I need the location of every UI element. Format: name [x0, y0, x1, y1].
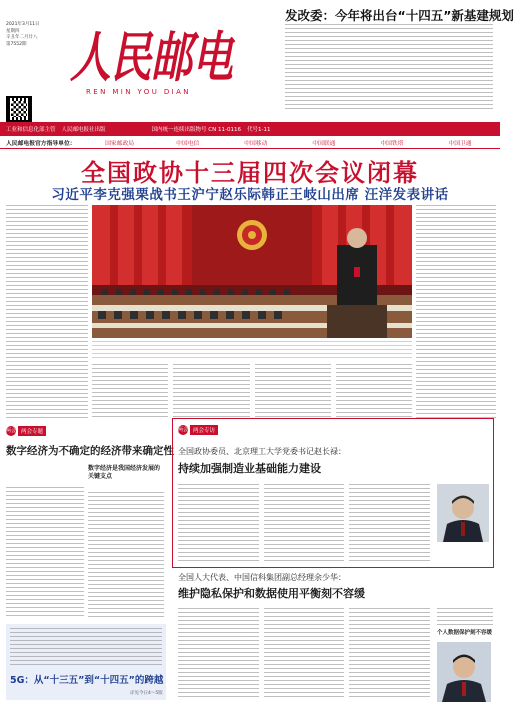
main-subhead: 习近平李克强栗战书王沪宁赵乐际韩正王岐山出席 汪洋发表讲话	[51, 187, 449, 203]
lead-story-right-column	[416, 205, 496, 420]
tag-label: 两会专题	[18, 426, 46, 436]
qr-code-icon	[6, 96, 32, 122]
top-story-headline[interactable]: 发改委：今年将出台“十四五”新基建规划	[285, 8, 514, 23]
interview-body	[178, 484, 430, 562]
interview-section-tag	[178, 425, 218, 435]
lead-story-body	[92, 364, 412, 420]
left-section-tag	[6, 426, 46, 436]
band-item: 工业和信息化部主管	[6, 127, 56, 133]
issue-date: 2021年3月11日	[6, 22, 40, 27]
sponsor-unit: 中国卫通	[448, 141, 472, 147]
sponsor-lead: 人民邮电报官方指导单位：	[6, 141, 76, 147]
sponsor-unit: 中国移动	[244, 141, 268, 147]
issue-lunar: 辛丑年二月廿八	[6, 35, 38, 40]
sponsor-unit: 中国铁塔	[380, 141, 404, 147]
publisher-band	[0, 122, 500, 136]
portrait-photo	[437, 642, 491, 702]
promo-title[interactable]: 5G：从“十三五”到“十四五”的跨越	[10, 675, 164, 686]
logo-pinyin: REN MIN YOU DIAN	[86, 88, 191, 96]
bottom-headline[interactable]: 维护隐私保护和数据使用平衡刻不容缓	[178, 587, 365, 600]
promo-page-ref: 详见今日4～5版	[130, 691, 163, 696]
left-story-body	[6, 487, 84, 619]
issue-weekday: 星期四	[6, 28, 20, 34]
lianghui-icon: 两会	[6, 428, 17, 434]
tag-label: 两会专访	[190, 425, 218, 435]
left-story-second-body	[88, 492, 164, 619]
interview-headline[interactable]: 持续加强制造业基础能力建设	[178, 462, 321, 475]
photo-caption	[92, 341, 412, 361]
bottom-kicker: 全国人大代表、中国信科集团副总经理余少华：	[178, 573, 346, 582]
sponsor-unit: 中国联通	[312, 141, 336, 147]
bottom-sidebar-title[interactable]: 个人数据保护刻不容缓	[437, 630, 493, 636]
conference-photo	[92, 205, 412, 338]
issue-number: 第7552期	[6, 41, 27, 47]
left-story-second-headline[interactable]: 数字经济是我国经济发展的关键支点	[88, 465, 161, 480]
band-item: 国内统一连续出版物号 CN 11-0116	[151, 127, 241, 133]
lead-story-left-column	[6, 205, 88, 420]
portrait-photo	[437, 484, 489, 542]
bottom-sidebar-text	[437, 608, 493, 626]
interview-kicker: 全国政协委员、北京理工大学党委书记赵长禄：	[178, 447, 346, 456]
masthead-info	[6, 22, 58, 48]
band-item: 人民邮电报社出版	[61, 127, 106, 133]
logo-text: 人民邮电	[70, 25, 237, 89]
sponsor-unit: 国家邮政局	[105, 141, 135, 147]
lianghui-icon: 两会	[178, 427, 189, 433]
sponsor-unit: 中国电信	[176, 141, 200, 147]
newspaper-logo	[70, 20, 235, 90]
sponsor-row	[0, 137, 500, 149]
main-headline[interactable]: 全国政协十三届四次会议闭幕	[81, 159, 419, 187]
band-item: 代号1-11	[246, 127, 271, 133]
left-story-headline[interactable]: 数字经济为不确定的经济带来确定性	[6, 445, 174, 457]
bottom-story-body	[178, 608, 430, 698]
promo-text	[10, 628, 162, 666]
top-story-body	[285, 24, 493, 112]
